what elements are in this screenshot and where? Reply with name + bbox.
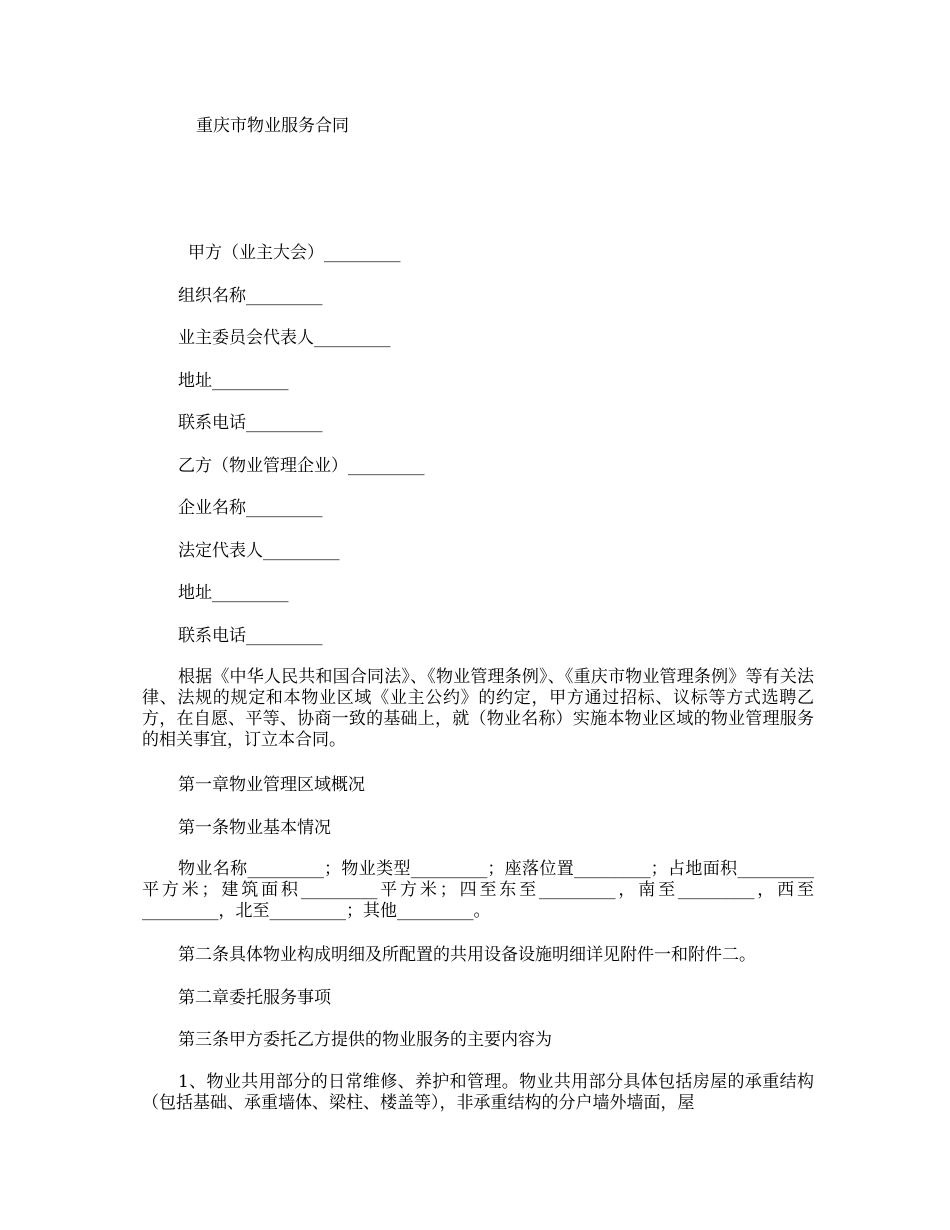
- preamble-paragraph: 根据《中华人民共和国合同法》、《物业管理条例》、《重庆市物业管理条例》等有关法律、法规的规定和本物业区域《业主公约》的约定，甲方通过招标、议标等方式选聘乙方，在自愿、平等、协商一致的基础上，就（物业名称）实施本物业区域的物业管理服务的相关事宜，订立本合同。: [142, 667, 814, 750]
- org-name-line: 组织名称_________: [178, 286, 323, 306]
- article-2-text: 第二条具体物业构成明细及所配置的共用设备设施明细详见附件一和附件二。: [178, 945, 756, 965]
- party-a-line: 甲方（业主大会）_________: [188, 243, 401, 263]
- party-b-address-line: 地址_________: [178, 583, 289, 603]
- party-b-phone-line: 联系电话_________: [178, 626, 323, 646]
- item-1-paragraph: 1、物业共用部分的日常维修、养护和管理。物业共用部分具体包括房屋的承重结构（包括基础、承重墙体、梁柱、楼盖等），非承重结构的分户墙外墙面，屋: [142, 1072, 814, 1113]
- party-b-line: 乙方（物业管理企业）_________: [178, 456, 425, 476]
- legal-rep-line: 法定代表人_________: [178, 541, 340, 561]
- document-title: 重庆市物业服务合同: [196, 116, 349, 136]
- article-1-heading: 第一条物业基本情况: [178, 818, 331, 838]
- chapter-2-heading: 第二章委托服务事项: [178, 988, 331, 1008]
- company-name-line: 企业名称_________: [178, 498, 323, 518]
- party-a-phone-line: 联系电话_________: [178, 413, 323, 433]
- owner-committee-rep-line: 业主委员会代表人_________: [178, 328, 391, 348]
- chapter-1-heading: 第一章物业管理区域概况: [178, 775, 365, 795]
- article-3-heading: 第三条甲方委托乙方提供的物业服务的主要内容为: [178, 1030, 552, 1050]
- party-a-address-line: 地址_________: [178, 371, 289, 391]
- article-1-body: 物业名称_________；物业类型_________；座落位置_________；占地面积_________平方米；建筑面积_________平方米；四至东至_________，南至_________，西至_________，北至_________；其他_________。: [142, 859, 814, 921]
